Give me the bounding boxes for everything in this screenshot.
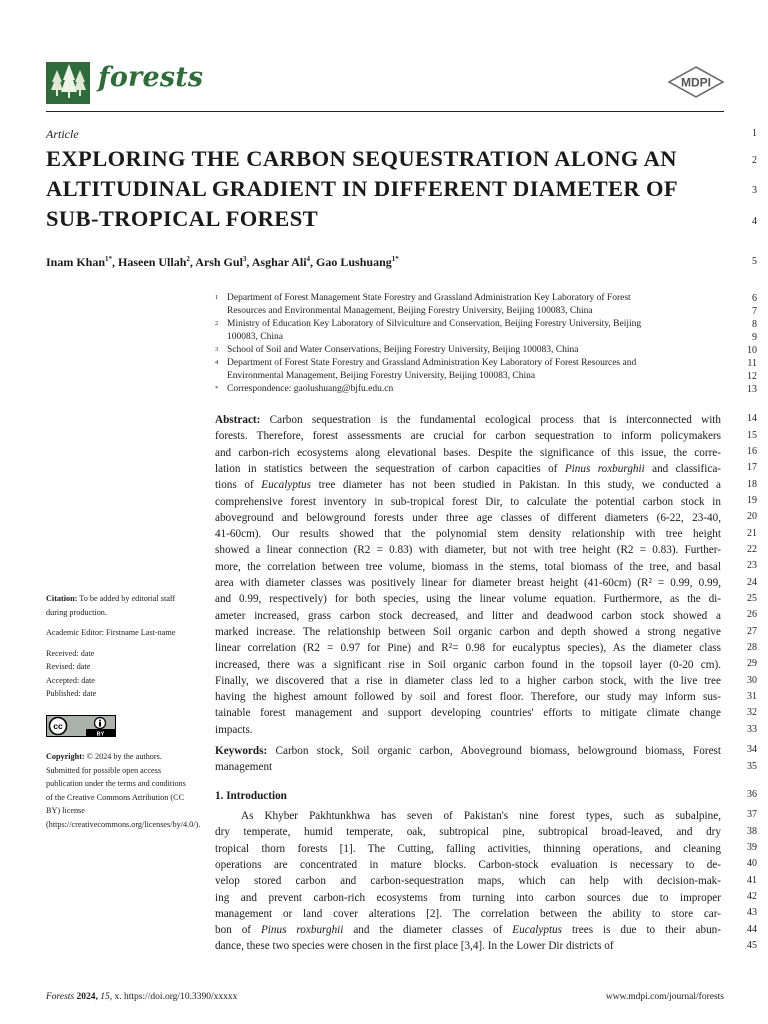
line-number: 1 bbox=[752, 128, 757, 139]
revised-date: Revised: date bbox=[46, 662, 91, 671]
text-line: aboveground and belowground forests under three age classes of different diameters (6-22, 23-40, bbox=[215, 511, 721, 524]
line-number: 21 bbox=[747, 528, 757, 539]
line-number: 16 bbox=[747, 446, 757, 457]
text-line: tropical thorn forests [1]. The Cutting, falling activities, thinning operations, and cleaning bbox=[215, 842, 721, 855]
text-line: ameter increased, grass carbon stock decreased, and litter and deadwood carbon stock showed a bbox=[215, 609, 721, 622]
line-number: 5 bbox=[752, 256, 757, 267]
affiliation bbox=[215, 292, 721, 317]
line-number: 18 bbox=[747, 479, 757, 490]
affiliation bbox=[215, 383, 721, 396]
line-number: 24 bbox=[747, 577, 757, 588]
text-line: dance, these two species were chosen in the first place [3,4]. In the Lower Dir districts of bbox=[215, 940, 614, 953]
line-number: 17 bbox=[747, 462, 757, 473]
line-number: 42 bbox=[747, 891, 757, 902]
text-line: increased, there was a significant rise in Soil organic carbon found in the topsoil layer (0-20 cm). bbox=[215, 658, 721, 671]
line-number: 22 bbox=[747, 544, 757, 555]
author-name: Asghar Ali bbox=[251, 255, 307, 269]
svg-text:BY: BY bbox=[96, 730, 105, 737]
published-date: Published: date bbox=[46, 689, 97, 698]
affiliation-number: 1 bbox=[215, 294, 219, 301]
received-date: Received: date bbox=[46, 648, 95, 658]
line-number: 37 bbox=[747, 809, 757, 820]
text-line: more, the correlation between tree volume, biomass in the stems, total biomass of the tree, and basal bbox=[215, 560, 721, 573]
accepted-date: Accepted: date bbox=[46, 675, 95, 685]
mdpi-logo-text: MDPI bbox=[681, 75, 711, 90]
text-line: and 0.99, respectively) for both species, using the linear volume equation. Furthermore, as the di- bbox=[215, 593, 721, 606]
author-affiliation-marker: 3 bbox=[242, 255, 247, 263]
text-line: Keywords: Carbon stock, Soil organic carbon, Aboveground biomass, belowground biomass, Forest bbox=[215, 745, 721, 757]
affiliation-number: 4 bbox=[215, 359, 219, 366]
line-number: 10 bbox=[747, 345, 757, 356]
text-line: As Khyber Pakhtunkhwa has seven of Pakistan's nine forest types, such as subalpine, bbox=[241, 810, 721, 822]
line-number: 29 bbox=[747, 658, 757, 669]
line-number: 44 bbox=[747, 924, 757, 935]
text-line: ing and prevent carbon-rich ecosystems from turning into carbon sources due to improper bbox=[215, 891, 721, 904]
text-line: tions of Eucalyptus tree diameter has not been studied in Pakistan. In this study, we conducted a bbox=[215, 479, 722, 492]
article-info-sidebar bbox=[46, 592, 201, 838]
affiliation-number: 3 bbox=[215, 346, 219, 353]
author-affiliation-marker: 4 bbox=[306, 255, 311, 263]
line-number: 43 bbox=[747, 907, 757, 918]
author-name: Haseen Ullah bbox=[118, 255, 187, 269]
affiliation-text: 100083, China bbox=[227, 331, 283, 342]
line-number: 28 bbox=[747, 642, 757, 653]
affiliation-number: 2 bbox=[215, 320, 219, 327]
text-line: and carbon-rich ecosystems along elevational bases. Despite the significance of this issue, the corre- bbox=[215, 446, 721, 459]
line-number: 2 bbox=[752, 155, 757, 166]
author-affiliation-marker: 1* bbox=[105, 255, 113, 263]
text-line: tainable forest management and support developing countries' efforts to mitigate climate change bbox=[215, 707, 721, 720]
affiliation bbox=[215, 344, 721, 357]
keywords-label: Keywords: bbox=[215, 745, 268, 757]
text-line: impacts. bbox=[215, 723, 253, 736]
text-line: marked increase. The relationship between Soil organic carbon and depth showed a strong negative bbox=[215, 625, 721, 638]
line-number: 7 bbox=[752, 306, 757, 317]
affiliation-text: Department of Forest Management State Forestry and Grassland Administration Key Laboratory of Forest bbox=[227, 293, 631, 303]
publication-dates bbox=[46, 647, 194, 701]
line-number: 32 bbox=[747, 707, 757, 718]
journal-logo-icon bbox=[46, 62, 90, 104]
affiliation bbox=[215, 318, 721, 343]
title-line: EXPLORING THE CARBON SEQUESTRATION ALONG AN bbox=[46, 146, 677, 171]
text-line: management or land cover alterations [2]. The correlation between the ability to store car- bbox=[215, 907, 721, 920]
section-heading: 1. Introduction bbox=[215, 790, 287, 802]
affiliation-text: School of Soil and Water Conservations, Beijing Forestry University, Beijing 100083, China bbox=[227, 345, 579, 355]
line-number: 35 bbox=[747, 761, 757, 772]
abstract-label: Abstract: bbox=[215, 414, 261, 426]
academic-editor: Academic Editor: Firstname Last-name bbox=[46, 628, 176, 637]
line-number: 3 bbox=[752, 185, 757, 196]
line-number: 6 bbox=[752, 293, 757, 304]
text-line: 41-60cm). Our results showed that the polynomial stem density relationship with tree height bbox=[215, 528, 721, 541]
journal-url-link[interactable]: www.mdpi.com/journal/forests bbox=[605, 992, 724, 1002]
text-line: dry temperate, humid temperate, oak, subtropical pine, subtropical broad-leaved, and dry bbox=[215, 826, 721, 839]
line-number: 41 bbox=[747, 875, 757, 886]
line-number: 11 bbox=[747, 358, 757, 369]
doi-link[interactable]: x. https://doi.org/10.3390/xxxxx bbox=[114, 992, 238, 1002]
line-number: 34 bbox=[747, 744, 757, 755]
affiliation-text: Correspondence: gaolushuang@bjfu.edu.cn bbox=[227, 384, 394, 394]
text-line: linear correlation (R2 = 0.97 for Pine) and R²= 0.98 for eucalyptus species), As the diameter class bbox=[215, 642, 721, 655]
line-number: 27 bbox=[747, 626, 757, 637]
line-number: 30 bbox=[747, 675, 757, 686]
affiliation-text: Department of Forest State Forestry and Grassland Administration Key Laboratory of Forest Resources and bbox=[227, 358, 637, 368]
line-number: 20 bbox=[747, 511, 757, 522]
line-number: 40 bbox=[747, 858, 757, 869]
cc-by-license-icon[interactable] bbox=[46, 715, 116, 737]
affiliation-text: Environmental Management, Beijing Forestry University, Beijing 100083, China bbox=[227, 370, 536, 381]
author-list: Inam Khan$^{1*}$, Haseen Ullah$^2$, Arsh Gul$^3$, Asghar Ali$^4$, Gao Lushuang$^{1*}$ bbox=[46, 255, 399, 269]
article-type: Article bbox=[46, 127, 79, 141]
text-line: bon of Pinus roxburghii and the diameter classes of Eucalyptus trees is due to their abun- bbox=[215, 924, 721, 937]
copyright: Copyright: © 2024 by the authors. Submitted for possible open access publication under the terms and conditions of the Creative Commons Attribution (CC BY) license (https://creativecommons.org/licenses/by/4.0/). bbox=[46, 752, 201, 829]
line-number: 19 bbox=[747, 495, 757, 506]
line-number: 31 bbox=[747, 691, 757, 702]
line-number: 14 bbox=[747, 413, 757, 424]
line-number: 23 bbox=[747, 560, 757, 571]
title-line: SUB-TROPICAL FOREST bbox=[46, 206, 319, 231]
text-line: lation in statistics between the sequestration of carbon capacities of Pinus roxburghii and classifica- bbox=[215, 462, 722, 475]
affiliation bbox=[215, 357, 721, 382]
text-line: management bbox=[215, 761, 273, 774]
line-number: 33 bbox=[747, 724, 757, 735]
author-affiliation-marker: 1* bbox=[391, 255, 399, 263]
text-line: showed a linear connection (R2 = 0.83) with diameter, but not with tree height (R2 = 0.83). Further- bbox=[215, 544, 721, 557]
line-number: 38 bbox=[747, 826, 757, 837]
text-line: Abstract: Carbon sequestration is the fundamental ecological process that is interconnected with bbox=[215, 414, 721, 426]
mdpi-logo-icon bbox=[667, 66, 725, 98]
line-number: 4 bbox=[752, 216, 757, 227]
header-divider bbox=[46, 111, 724, 112]
line-number: 12 bbox=[747, 371, 757, 382]
text-line: velop stored carbon and carbon-sequestration maps, which can help with decision-mak- bbox=[215, 875, 721, 888]
author-name: Gao Lushuang bbox=[316, 255, 392, 269]
affiliation-text: Resources and Environmental Management, Beijing Forestry University, Beijing 100083, China bbox=[227, 305, 593, 316]
svg-text:cc: cc bbox=[53, 720, 63, 731]
text-line: having the highest amount followed by soil and forest floor. Therefore, our study may inform sus- bbox=[215, 691, 721, 704]
affiliation-number: * bbox=[215, 385, 219, 392]
text-line: Finally, we discovered that a rise in diameter class led to a higher carbon stock, with the live tree bbox=[215, 674, 721, 687]
line-number: 36 bbox=[747, 789, 757, 800]
line-number: 13 bbox=[747, 384, 757, 395]
journal-name: forests bbox=[98, 62, 204, 93]
footer-citation: Forests 2024, 15, x. https://doi.org/10.3390/xxxxx bbox=[46, 992, 238, 1002]
line-number: 8 bbox=[752, 319, 757, 330]
author-affiliation-marker: 2 bbox=[186, 255, 190, 263]
line-number: 15 bbox=[747, 430, 757, 441]
author-name: Inam Khan bbox=[46, 255, 106, 269]
line-number: 25 bbox=[747, 593, 757, 604]
affiliation-text: Ministry of Education Key Laboratory of Silviculture and Conservation, Beijing Forestry University, Beijing bbox=[227, 319, 642, 329]
text-line: forests. Therefore, forest assessments are crucial for carbon sequestration to inform policymakers bbox=[215, 430, 721, 443]
line-number: 45 bbox=[747, 940, 757, 951]
text-line: comprehensive forest inventory in sub-tropical forest Dir, to calculate the potential carbon stock in bbox=[215, 495, 721, 508]
author-name: Arsh Gul bbox=[195, 255, 243, 269]
text-line: area with diameter classes was positively linear for diameter breast height (41-60cm) (R² = 0.99, 0.99, bbox=[215, 577, 721, 589]
citation: Citation: To be added by editorial staff during production. bbox=[46, 594, 176, 617]
text-line: operations are concentrated in mature blocks. Carbon-stock evaluation is necessary to de- bbox=[215, 858, 721, 871]
line-number: 9 bbox=[752, 332, 757, 343]
line-number: 39 bbox=[747, 842, 757, 853]
line-number: 26 bbox=[747, 609, 757, 620]
title-line: ALTITUDINAL GRADIENT IN DIFFERENT DIAMETER OF bbox=[46, 176, 679, 201]
